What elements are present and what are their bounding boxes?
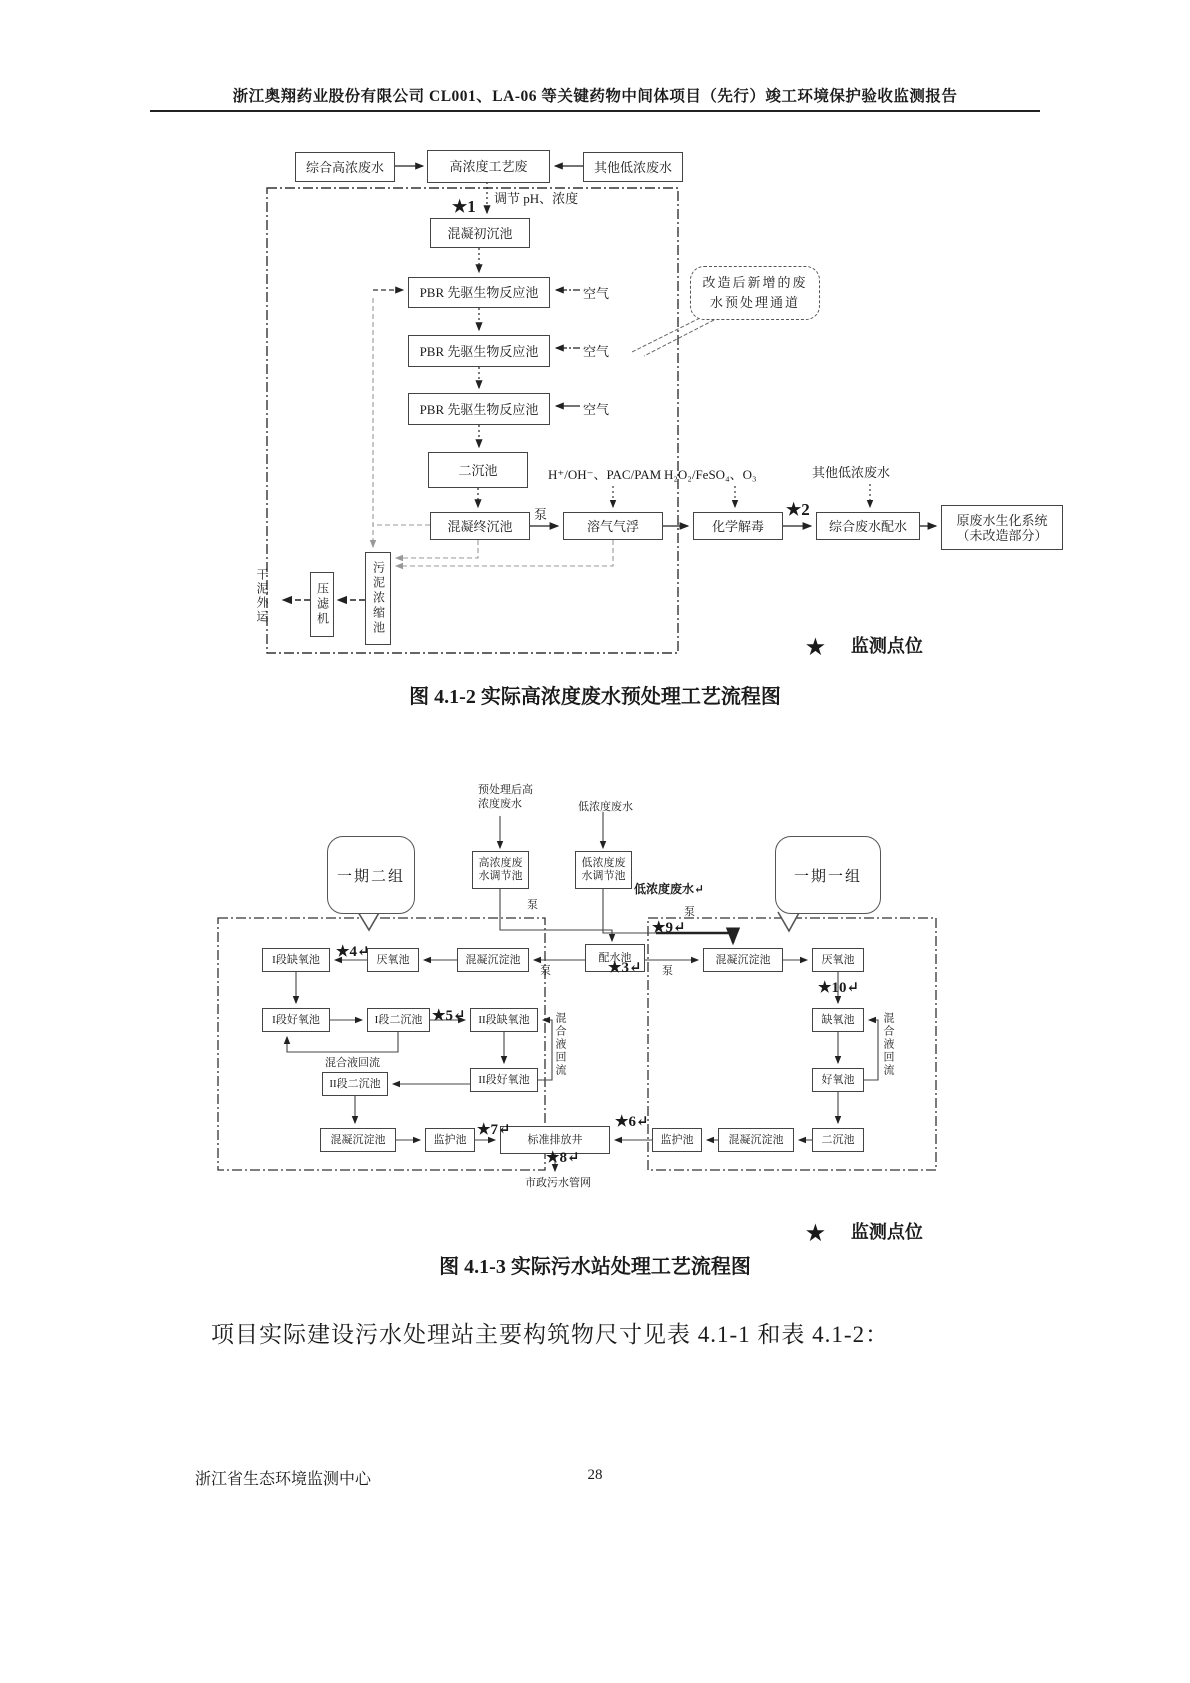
node-mix-final: 混凝终沉池 [430,512,530,540]
label-pretreated-high [478,783,542,811]
node-proc-waste: 高浓度工艺废 [427,150,550,183]
node-guard-left: 监护池 [425,1128,475,1152]
node-aer2: II段好氧池 [470,1068,538,1092]
label-other-low-2: 其他低浓废水 [812,465,891,480]
bubble-phase1-group2: 一期二组 [327,836,415,914]
monitor-point-8: ★8↵ [546,1150,580,1166]
legend-text: 监测点位 [850,636,923,656]
node-sed1: I段二沉池 [367,1008,430,1032]
node-mix-primary: 混凝初沉池 [430,218,530,248]
legend-chart1 [806,632,923,660]
label-pump-left: 泵 [540,965,551,977]
body-paragraph: 项目实际建设污水处理站主要构筑物尺寸见表 4.1-1 和表 4.1-2： [211,1322,890,1347]
page-header: 浙江奥翔药业股份有限公司 CL001、LA-06 等关键药物中间体项目（先行）竣工环境保护验收监测报告 [232,88,958,105]
legend-text-2: 监测点位 [850,1222,923,1242]
callout-line2: 水预处理通道 [709,295,800,310]
label-air-2: 空气 [583,344,610,359]
label-pump-high: 泵 [527,899,538,911]
label-municipal-sewer: 市政污水管网 [525,1177,591,1189]
low-tank-line1: 低浓度废 [581,857,626,869]
node-sed-right: 二沉池 [812,1128,864,1152]
node-dist: 综合废水配水 [816,512,920,540]
monitor-point-10: ★10↵ [818,980,860,996]
node-coag-right: 混凝沉淀池 [703,948,783,972]
node-anaerobic-left: 厌氧池 [367,948,419,972]
low-tank-line2: 水调节池 [581,870,626,882]
label-adjust-ph: 调节 pH、浓度 [494,191,579,206]
pretreated-high-line2: 浓度废水 [478,798,522,810]
node-low-tank [575,851,632,889]
node-high-tank [472,851,529,889]
footer-org: 浙江省生态环境监测中心 [195,1471,372,1488]
node-secondary-sed: 二沉池 [428,452,528,488]
node-anox1: I段缺氧池 [262,948,330,972]
node-daf: 溶气气浮 [563,512,663,540]
node-outfall: 标准排放井 [500,1126,610,1154]
legend-chart2 [806,1218,923,1246]
label-air-3: 空气 [583,402,610,417]
high-tank-line1: 高浓度废 [478,857,523,869]
monitor-point-4: ★4↵ [336,944,370,960]
label-reflux-left: 混合液回流 [554,1012,566,1077]
callout-line1: 改造后新增的废 [702,275,808,290]
node-comp-high: 综合高浓废水 [295,152,395,182]
node-aer-right: 好氧池 [812,1068,864,1092]
node-coag-left: 混凝沉淀池 [457,948,529,972]
node-anox2: II段缺氧池 [470,1008,538,1032]
node-aer1: I段好氧池 [262,1008,330,1032]
node-sludge-thickener: 污泥浓缩池 [365,552,391,645]
label-reflux-right: 混合液回流 [882,1012,894,1077]
node-anaerobic-right: 厌氧池 [812,948,864,972]
high-tank-line2: 水调节池 [478,870,523,882]
node-detox: 化学解毒 [693,512,783,540]
caption-chart2: 图 4.1-3 实际污水站处理工艺流程图 [439,1256,751,1278]
caption-chart1: 图 4.1-2 实际高浓度废水预处理工艺流程图 [409,686,781,708]
node-anox-right: 缺氧池 [812,1008,864,1032]
label-chem-pac-pam: H⁺/OH⁻、PAC/PAM [548,467,662,482]
label-low-conc-2: 低浓度废水↵ [634,882,705,896]
pretreated-high-line1: 预处理后高 [478,784,533,796]
bubble-phase1-group1: 一期一组 [775,836,881,914]
node-pbr-2: PBR 先驱生物反应池 [408,335,550,367]
callout-new-channel [690,266,820,320]
monitor-point-2: ★2 [786,500,810,519]
node-guard-right: 监护池 [652,1128,702,1152]
label-air-1: 空气 [583,286,610,301]
monitor-point-9: ★9↵ [652,920,686,936]
monitor-point-3: ★3↵ [608,960,642,976]
node-pbr-1: PBR 先驱生物反应池 [408,277,550,308]
header-rule [150,110,1040,112]
label-reflux-h: 混合液回流 [325,1057,380,1069]
node-coag-bottom-right: 混凝沉淀池 [718,1128,794,1152]
legend-star-icon: ★ [806,635,825,659]
legend-star-icon-2: ★ [806,1221,825,1245]
label-pump-right: 泵 [662,965,673,977]
monitor-point-1: ★1 [452,197,476,216]
node-pbr-3: PBR 先驱生物反应池 [408,393,550,425]
monitor-point-7: ★7↵ [477,1122,511,1138]
node-dist-well: 配水池 [585,944,645,972]
bio-system-line1: 原废水生化系统 [956,512,1048,528]
node-bio-system [941,505,1063,550]
node-filter-press: 压滤机 [310,572,334,637]
label-pump-1: 泵 [534,507,548,522]
label-low-conc: 低浓度废水 [578,801,633,813]
bio-system-line2: （未改造部分） [956,527,1048,543]
monitor-point-6: ★6↵ [615,1114,649,1130]
node-coag-bottom-left: 混凝沉淀池 [320,1128,396,1152]
node-other-low: 其他低浓废水 [583,152,683,182]
label-dry-sludge-out: 干泥外运 [255,568,269,624]
label-chem-h2o2: H₂O₂/FeSO₄、O₃ [664,467,757,482]
label-pump-low: 泵 [684,906,695,918]
monitor-point-5: ★5↵ [432,1008,466,1024]
node-sed2: II段二沉池 [322,1072,388,1096]
page-number: 28 [587,1467,603,1483]
